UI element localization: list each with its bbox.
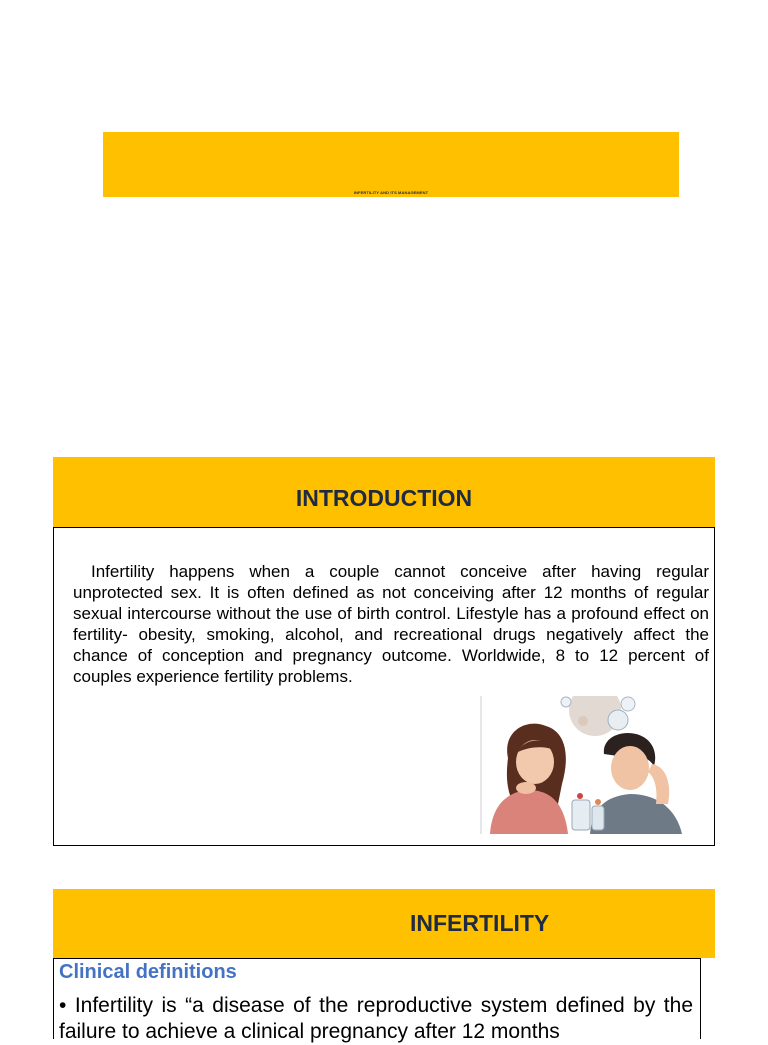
introduction-header-band — [53, 457, 715, 527]
title-slide-text: INFERTILITY AND ITS MANAGEMENT — [353, 190, 429, 195]
clinical-definitions-heading: Clinical definitions — [59, 961, 237, 983]
title-slide-band — [103, 132, 679, 197]
definition-bullet: • Infertility is “a disease of the reproductive system defined by the failure to achieve a clinical pregnancy after 12 months — [59, 994, 693, 1043]
introduction-content-box — [53, 527, 715, 846]
introduction-paragraph: Infertility happens when a couple cannot conceive after having regular unprotected sex. It is often defined as not conceiving after 12 months of regular sexual intercourse without the use of birth control. Lifestyle has a profound effect on fertility- obesity, smoking, alcohol, and recreational drugs negatively affect the chance of conception and pregnancy outcome. Worldwide, 8 to 12 percent of couples experience fertility problems. — [73, 562, 709, 686]
infertility-content-box — [53, 958, 701, 1043]
infertility-header-band — [53, 889, 715, 958]
worried-couple-illustration — [480, 696, 686, 834]
infertility-heading: INFERTILITY — [410, 910, 550, 936]
introduction-heading: INTRODUCTION — [295, 485, 473, 511]
